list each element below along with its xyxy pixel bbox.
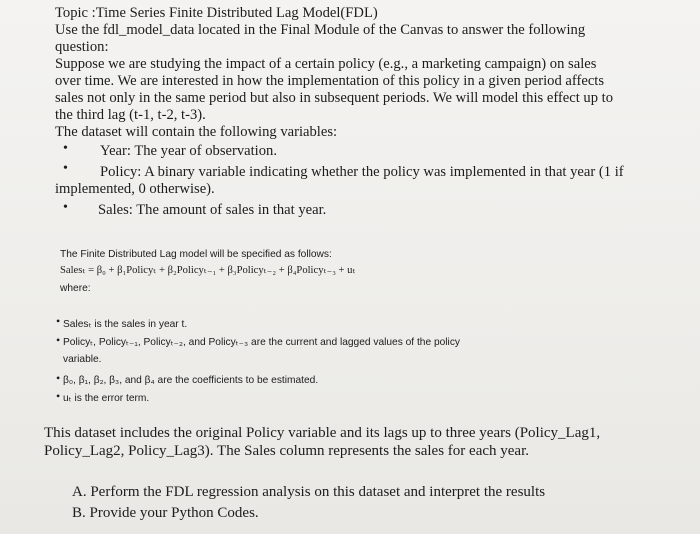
bullet-icon: • <box>56 314 61 328</box>
note-policy-line-2: variable. <box>63 354 102 365</box>
note-coefficients: β₀, β₁, β₂, β₃, and β₄ are the coefficients to be estimated. <box>63 375 319 386</box>
dataset-note-line-2: Policy_Lag2, Policy_Lag3). The Sales column represents the sales for each year. <box>44 443 529 459</box>
note-sales: Salesₜ is the sales in year t. <box>63 319 188 330</box>
scenario-line-3: sales not only in the same period but also in subsequent periods. We will model this effect up to <box>55 90 614 106</box>
model-equation: Salesₜ = β₀ + β₁Policyₜ + β₂Policyₜ₋₁ + β₃Policyₜ₋₂ + β₄Policyₜ₋₃ + uₜ <box>60 265 356 276</box>
variable-year: Year: The year of observation. <box>100 143 277 159</box>
variable-policy-line-1: Policy: A binary variable indicating whether the policy was implemented in that year (1 if <box>100 164 624 180</box>
note-error-term: uₜ is the error term. <box>63 393 150 404</box>
bullet-icon: • <box>56 333 61 347</box>
bullet-icon: • <box>63 161 68 176</box>
task-b: B. Provide your Python Codes. <box>72 505 259 521</box>
note-policy-line-1: Policyₜ, Policyₜ₋₁, Policyₜ₋₂, and Policyₜ₋₃ are the current and lagged values of the policy <box>63 337 461 348</box>
variables-intro: The dataset will contain the following variables: <box>55 124 338 140</box>
scenario-line-2: over time. We are interested in how the implementation of this policy in a given period affects <box>55 73 605 89</box>
intro-line-2: question: <box>55 39 109 55</box>
scenario-line-1: Suppose we are studying the impact of a certain policy (e.g., a marketing campaign) on sales <box>55 56 597 72</box>
intro-line-1: Use the fdl_model_data located in the Final Module of the Canvas to answer the following <box>55 22 586 38</box>
variable-sales: Sales: The amount of sales in that year. <box>98 202 327 218</box>
task-a: A. Perform the FDL regression analysis on this dataset and interpret the results <box>72 484 546 500</box>
bullet-icon: • <box>63 200 68 215</box>
bullet-icon: • <box>56 389 61 403</box>
bullet-icon: • <box>63 141 68 156</box>
dataset-note-line-1: This dataset includes the original Policy variable and its lags up to three years (Policy_Lag1, <box>44 425 601 441</box>
bullet-icon: • <box>56 371 61 385</box>
model-intro: The Finite Distributed Lag model will be specified as follows: <box>60 249 332 260</box>
topic-heading: Topic :Time Series Finite Distributed Lag Model(FDL) <box>55 5 378 21</box>
variable-policy-line-2: implemented, 0 otherwise). <box>55 181 215 197</box>
model-where: where: <box>60 283 91 294</box>
scenario-line-4: the third lag (t-1, t-2, t-3). <box>55 107 206 123</box>
